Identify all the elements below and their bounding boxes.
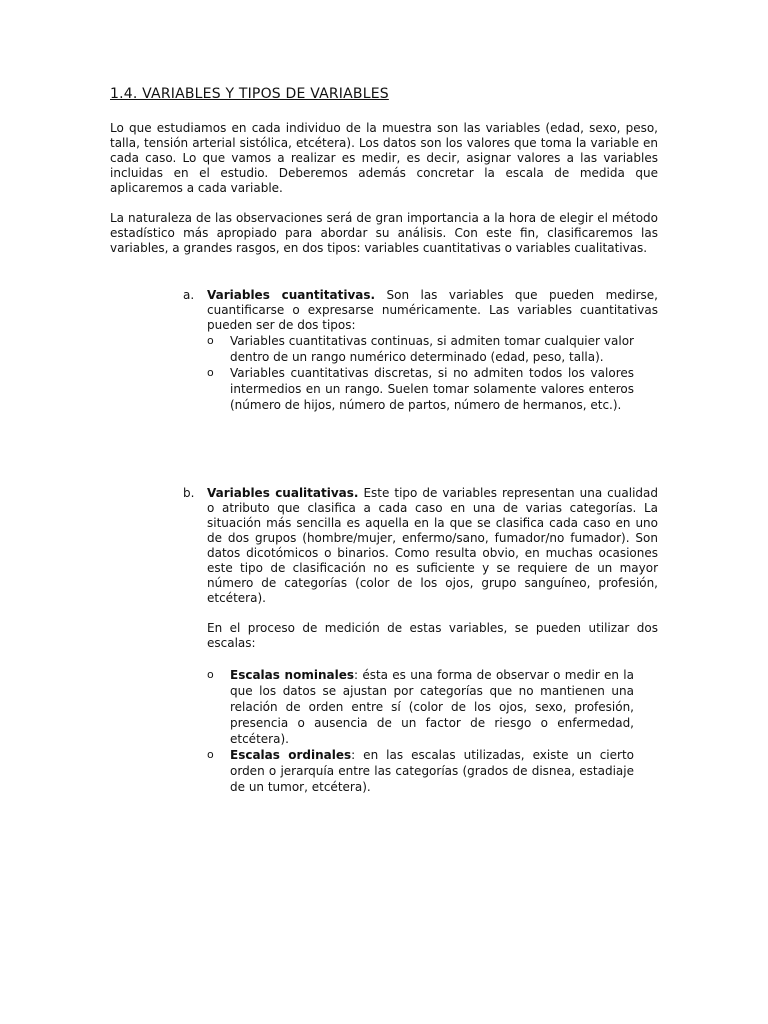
quantitative-types-list (183, 333, 658, 413)
section-b-qualitative (183, 486, 658, 795)
section-a-quantitative (183, 288, 658, 413)
bullet-icon: o (207, 366, 214, 379)
bullet-icon: o (207, 748, 214, 761)
list-item (207, 747, 658, 795)
list-marker-a: a. (183, 288, 195, 302)
section-a-text: Son las variables que pueden medirse, cuantificarse o expresarse numéricamente. Las variables cuantitativas pueden ser de dos tipos: (207, 288, 658, 332)
bullet-icon: o (207, 334, 214, 347)
section-b-heading: Variables cualitativas. (207, 486, 359, 500)
scales-list (183, 667, 658, 795)
section-a-heading: Variables cuantitativas. (207, 288, 376, 302)
intro-paragraph-2: La naturaleza de las observaciones será de gran importancia a la hora de elegir el método estadístico más apropiado para abordar su análisis. Con este fin, clasificaremos las variables, a grandes rasgos, en dos tipos: variables cuantitativas o variables cualitativas. (110, 211, 658, 255)
section-b-text: Este tipo de variables representan una cualidad o atributo que clasifica a cada caso en una de varias categorías. La situación más sencilla es aquella en la que se clasifica cada caso en uno de dos grupos (hombre/mujer, enfermo/sano, fumador/no fumador). Son datos dicotómicos o binarios. Como resulta obvio, en muchas ocasiones este tipo de clasificación no es suficiente y se requiere de un mayor número de categorías (color de los ojos, grupo sanguíneo, profesión, etcétera). (207, 486, 658, 605)
scale-term-nominal: Escalas nominales (230, 668, 354, 682)
scale-description-ordinal: : en las escalas utilizadas, existe un cierto orden o jerarquía entre las categorías (grados de disnea, estadiaje de un tumor, etcétera). (230, 748, 634, 794)
list-item-text: Variables cuantitativas discretas, si no admiten todos los valores intermedios en un rango. Suelen tomar solamente valores enteros (número de hijos, número de partos, número de hermanos, etc.). (230, 366, 634, 412)
scale-description-nominal: : ésta es una forma de observar o medir en la que los datos se ajustan por categorías que no mantienen una relación de orden entre sí (color de los ojos, sexo, profesión, presencia o ausencia de un factor de riesgo o enfermedad, etcétera). (230, 668, 634, 746)
list-item (207, 365, 658, 413)
section-b-paragraph (207, 486, 658, 606)
section-a-paragraph (207, 288, 658, 333)
list-item-text: Variables cuantitativas continuas, si admiten tomar cualquier valor dentro de un rango numérico determinado (edad, peso, talla). (230, 334, 634, 364)
list-item (207, 333, 658, 365)
list-item (207, 667, 658, 747)
section-b-body (207, 486, 658, 651)
scales-intro-paragraph: En el proceso de medición de estas variables, se pueden utilizar dos escalas: (207, 621, 658, 650)
list-item-text (230, 667, 634, 747)
section-b-header (183, 486, 658, 651)
section-a-header (183, 288, 658, 333)
scale-term-ordinal: Escalas ordinales (230, 748, 352, 762)
bullet-icon: o (207, 668, 214, 681)
section-title: 1.4. VARIABLES Y TIPOS DE VARIABLES (110, 86, 389, 102)
section-a-body (207, 288, 658, 333)
list-marker-b: b. (183, 486, 195, 500)
list-item-text (230, 747, 634, 795)
intro-paragraph-1: Lo que estudiamos en cada individuo de la muestra son las variables (edad, sexo, peso, talla, tensión arterial sistólica, etcétera). Los datos son los valores que toma la variable en cada caso. Lo que vamos a realizar es medir, es decir, asignar valores a las variables incluidas en el estudio. Deberemos además concretar la escala de medida que aplicaremos a cada variable. (110, 121, 658, 195)
